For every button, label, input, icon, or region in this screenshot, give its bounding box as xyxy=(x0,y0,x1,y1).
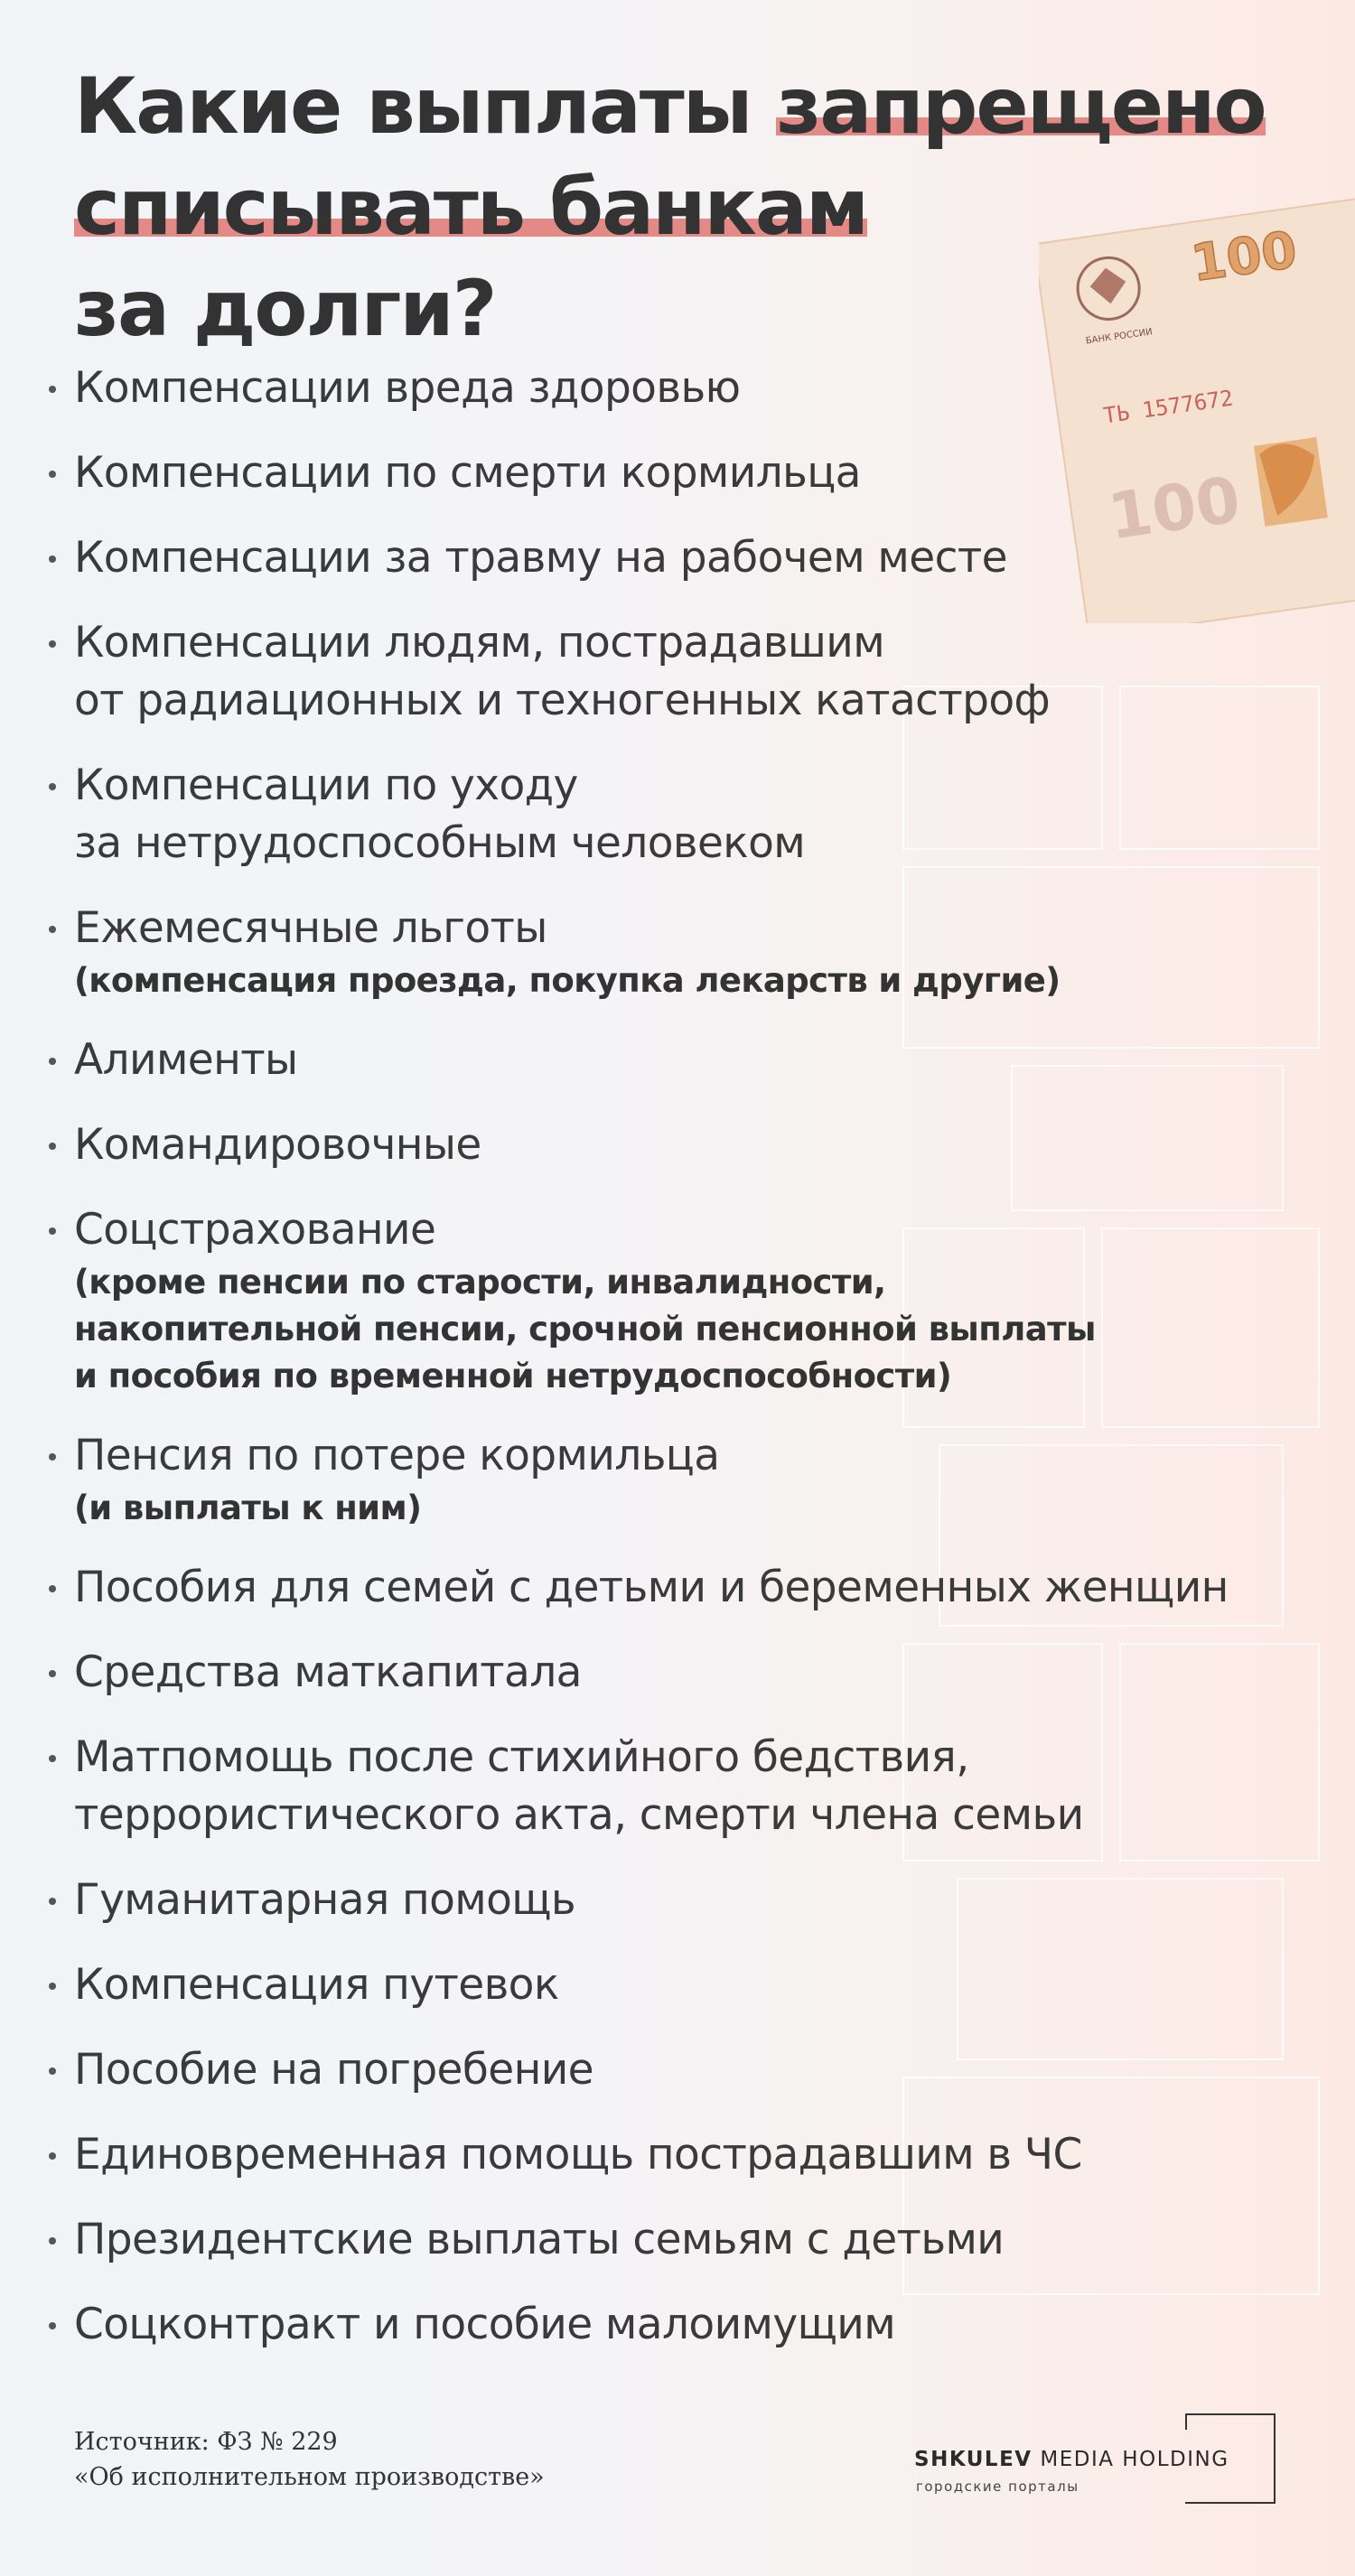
logo-subtitle: городские порталы xyxy=(916,2478,1079,2495)
list-item: Единовременная помощь пострадавшим в ЧС xyxy=(74,2126,1339,2184)
banknote-denomination: 100 xyxy=(1187,220,1301,294)
list-item: Алименты xyxy=(74,1031,1339,1089)
title-line-2 xyxy=(74,157,1266,258)
banknote-watermark: 100 xyxy=(1103,462,1245,555)
source-line-2: «Об исполнительном производстве» xyxy=(74,2463,545,2491)
logo-brand: SHKULEV MEDIA HOLDING xyxy=(914,2448,1229,2471)
list-item: Пенсия по потере кормильца (и выплаты к ним) xyxy=(74,1427,1339,1532)
list-item: Компенсации за травму на рабочем месте xyxy=(74,529,1339,587)
list-item: Компенсация путевок xyxy=(74,1956,1339,2014)
list-item: Соцстрахование (кроме пенсии по старости, инвалидности, накопительной пенсии, срочной пенсионной выплаты и пособия по временной нетрудоспособности) xyxy=(74,1201,1339,1400)
source-line-1: Источник: ФЗ № 229 xyxy=(74,2428,338,2456)
payments-list xyxy=(74,359,1339,2381)
banknote-serial: ТЬ 1577672 xyxy=(1101,385,1235,429)
title-highlight: запрещено xyxy=(776,61,1266,152)
source-note xyxy=(74,2424,545,2495)
list-item: Пособия для семей с детьми и беременных женщин xyxy=(74,1559,1339,1617)
list-item-note: (компенсация проезда, покупка лекарств и другие) xyxy=(74,961,1061,1000)
list-item: Пособие на погребение xyxy=(74,2041,1339,2099)
list-item: Соцконтракт и пособие малоимущим xyxy=(74,2296,1339,2354)
title-highlight: списывать банкам xyxy=(74,163,868,253)
list-item: Ежемесячные льготы (компенсация проезда, покупка лекарств и другие) xyxy=(74,900,1339,1004)
list-item: Компенсации по смерти кормильца xyxy=(74,444,1339,502)
page-title xyxy=(74,56,1266,359)
title-line-3: за долги? xyxy=(74,264,496,354)
list-item: Компенсации вреда здоровью xyxy=(74,359,1339,417)
list-item: Компенсации людям, пострадавшим от радиационных и техногенных катастроф xyxy=(74,614,1339,730)
title-line-1: Какие выплаты запрещено xyxy=(74,61,1266,152)
list-item: Матпомощь после стихийного бедствия, террористического акта, смерти члена семьи xyxy=(74,1729,1339,1844)
banknote-emblem-text: БАНК РОССИИ xyxy=(1085,327,1154,347)
list-item: Командировочные xyxy=(74,1116,1339,1174)
logo xyxy=(914,2412,1276,2507)
list-item: Президентские выплаты семьям с детьми xyxy=(74,2211,1339,2269)
list-item: Компенсации по уходу за нетрудоспособным человеком xyxy=(74,757,1339,873)
list-item-note: (кроме пенсии по старости, инвалидности, накопительной пенсии, срочной пенсионной выплаты и пособия по временной нетрудоспособности) xyxy=(74,1263,1096,1395)
list-item: Средства маткапитала xyxy=(74,1644,1339,1702)
list-item-note: (и выплаты к ним) xyxy=(74,1489,422,1527)
list-item: Гуманитарная помощь xyxy=(74,1871,1339,1929)
